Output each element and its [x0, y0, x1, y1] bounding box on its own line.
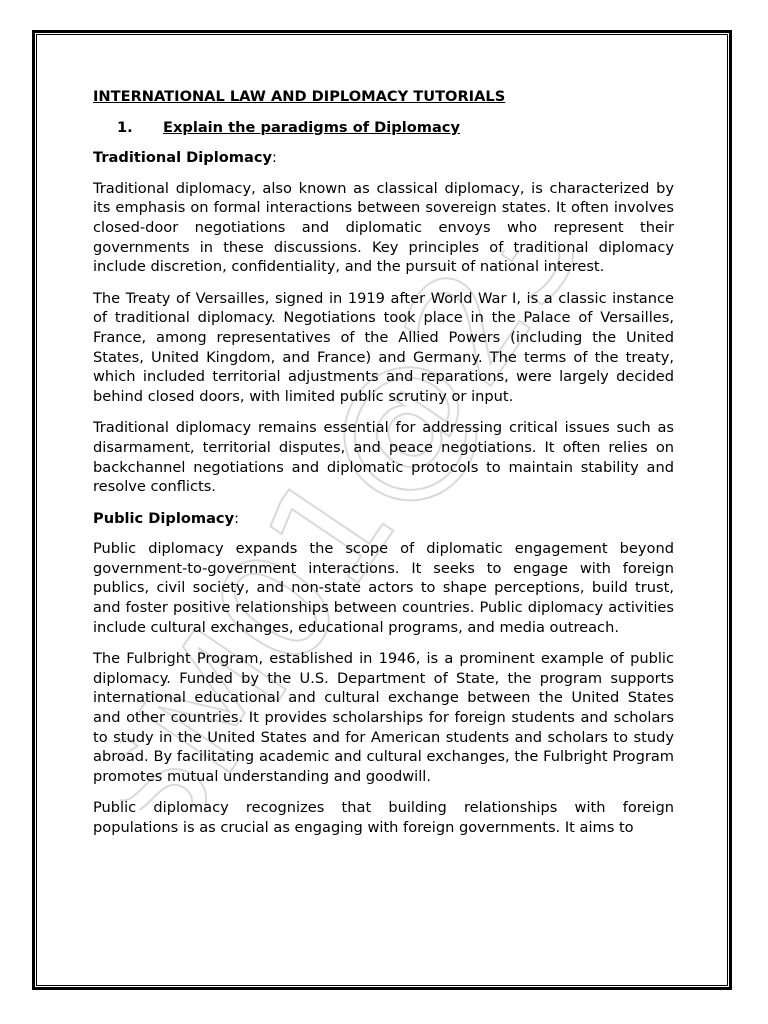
paragraph: Public diplomacy expands the scope of diplomatic engagement beyond government-to-government interactions. It seeks to engage with foreign publics, civil society, and non-state actors to shape perceptions, build trust, and foster positive relationships between countries. Public diplomacy activities include cultural exchanges, educational programs, and media outreach. — [93, 540, 674, 636]
document-body — [93, 87, 674, 850]
question-heading — [93, 118, 674, 138]
paragraph: The Fulbright Program, established in 1946, is a prominent example of public diplomacy. Funded by the U.S. Department of State, the program supports international educational and cultural exchange between the United States and other countries. It provides scholarships for foreign students and scholars to study in the United States and for American students and scholars to study abroad. By facilitating academic and cultural exchanges, the Fulbright Program promotes mutual understanding and goodwill. — [93, 650, 674, 785]
paragraph: Traditional diplomacy remains essential for addressing critical issues such as disarmament, territorial disputes, and peace negotiations. It often relies on backchannel negotiations and diplomatic protocols to maintain stability and resolve conflicts. — [93, 419, 674, 496]
section-heading-public — [93, 509, 674, 529]
question-number: 1. — [117, 118, 133, 136]
paragraph: The Treaty of Versailles, signed in 1919 after World War I, is a classic instance of traditional diplomacy. Negotiations took place in the Palace of Versailles, France, among representatives of the Allied Powers (including the United States, United Kingdom, and France) and Germany. The terms of the treaty, which included territorial adjustments and reparations, were largely decided behind closed doors, with limited public scrutiny or input. — [93, 289, 674, 405]
watermark-text: SM01@23 — [120, 250, 622, 810]
document-title: INTERNATIONAL LAW AND DIPLOMACY TUTORIALS — [93, 88, 506, 105]
section-heading-text: Public Diplomacy — [93, 509, 235, 527]
section-heading-colon: : — [234, 509, 239, 527]
paragraph: Public diplomacy recognizes that building relationships with foreign populations is as crucial as engaging with foreign governments. It aims to — [93, 799, 674, 836]
section-heading-text: Traditional Diplomacy — [93, 149, 272, 167]
section-heading-colon: : — [271, 149, 277, 167]
question-text: Explain the paradigms of Diplomacy — [163, 118, 460, 136]
paragraph: Traditional diplomacy, also known as classical diplomacy, is characterized by its emphasis on formal interactions between sovereign states. It often involves closed-door negotiations and diplomatic envoys who represent their governments in these discussions. Key principles of traditional diplomacy include discretion, confidentiality, and the pursuit of national interest. — [93, 179, 674, 276]
section-heading-traditional — [93, 148, 674, 168]
